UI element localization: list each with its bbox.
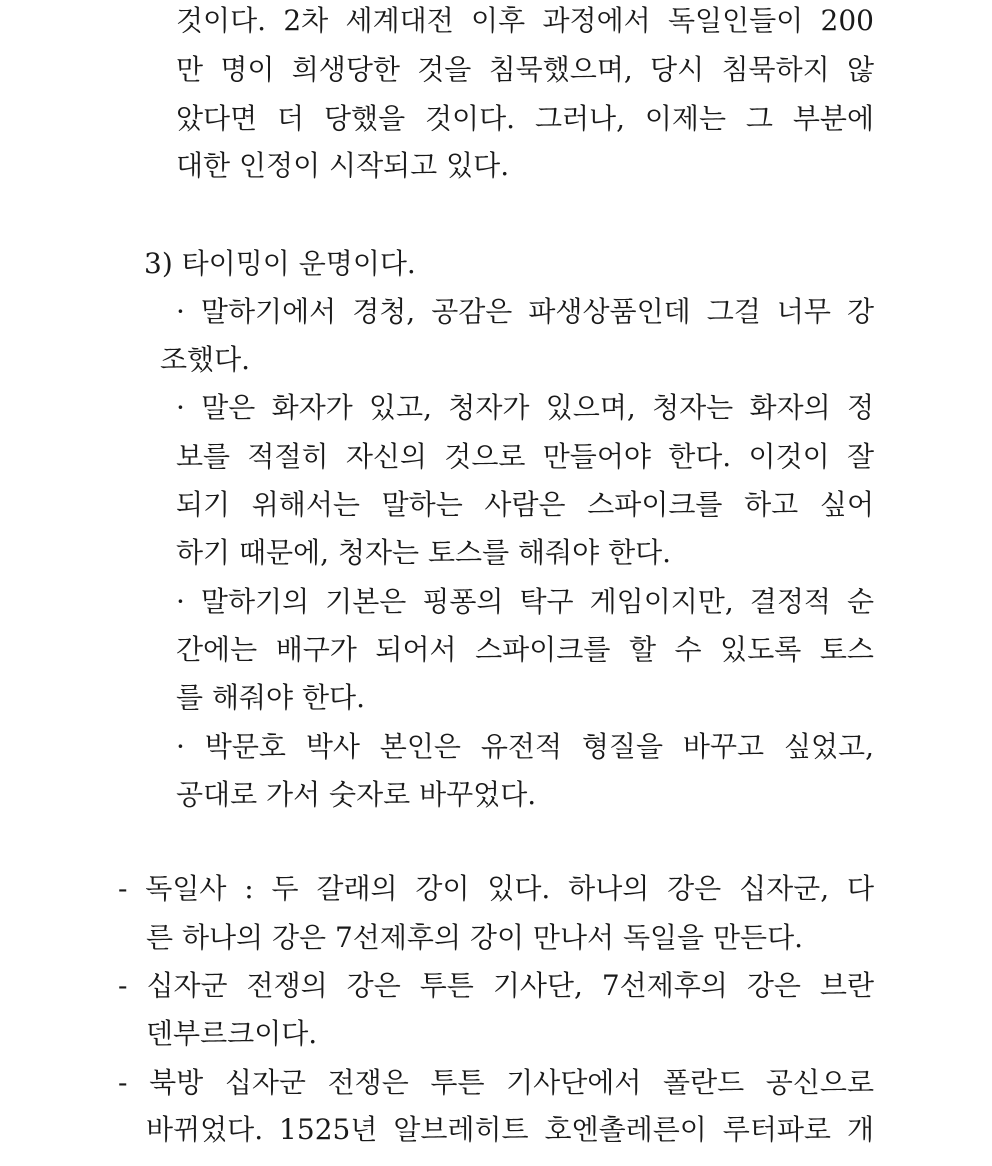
bullet-line: 되기 위해서는 말하는 사람은 스파이크를 하고 싶어: [176, 488, 874, 521]
section-heading: 3) 타이밍이 운명이다.: [144, 247, 416, 280]
history-item-line: 른 하나의 강은 7선제후의 강이 만나서 독일을 만든다.: [146, 921, 804, 954]
paragraph-line: 았다면 더 당했을 것이다. 그러나, 이제는 그 부분에: [176, 102, 874, 135]
history-item-line: 바뀌었다. 1525년 알브레히트 호엔촐레른이 루터파로 개: [146, 1113, 874, 1146]
bullet-line: · 박문호 박사 본인은 유전적 형질을 바꾸고 싶었고,: [176, 730, 874, 763]
bullet-line: 공대로 가서 숫자로 바꾸었다.: [176, 778, 537, 811]
bullet-line: · 말하기의 기본은 핑퐁의 탁구 게임이지만, 결정적 순: [176, 585, 874, 618]
history-item-line: - 북방 십자군 전쟁은 투튼 기사단에서 폴란드 공신으로: [118, 1066, 874, 1099]
history-item-line: - 독일사 : 두 갈래의 강이 있다. 하나의 강은 십자군, 다: [118, 872, 874, 905]
bullet-line: 를 해줘야 한다.: [176, 681, 365, 714]
bullet-line: 조했다.: [160, 343, 251, 376]
bullet-line: 보를 적절히 자신의 것으로 만들어야 한다. 이것이 잘: [176, 440, 874, 473]
paragraph-line: 대한 인정이 시작되고 있다.: [176, 149, 510, 182]
paragraph-line: 만 명이 희생당한 것을 침묵했으며, 당시 침묵하지 않: [176, 53, 874, 86]
bullet-line: · 말하기에서 경청, 공감은 파생상품인데 그걸 너무 강: [176, 295, 874, 328]
bullet-line: 하기 때문에, 청자는 토스를 해줘야 한다.: [176, 536, 672, 569]
history-item-line: - 십자군 전쟁의 강은 투튼 기사단, 7선제후의 강은 브란: [118, 969, 874, 1002]
paragraph-line: 것이다. 2차 세계대전 이후 과정에서 독일인들이 200: [176, 4, 874, 37]
bullet-line: · 말은 화자가 있고, 청자가 있으며, 청자는 화자의 정: [176, 391, 874, 424]
history-item-line: 덴부르크이다.: [146, 1017, 318, 1050]
bullet-line: 간에는 배구가 되어서 스파이크를 할 수 있도록 토스: [176, 633, 874, 666]
